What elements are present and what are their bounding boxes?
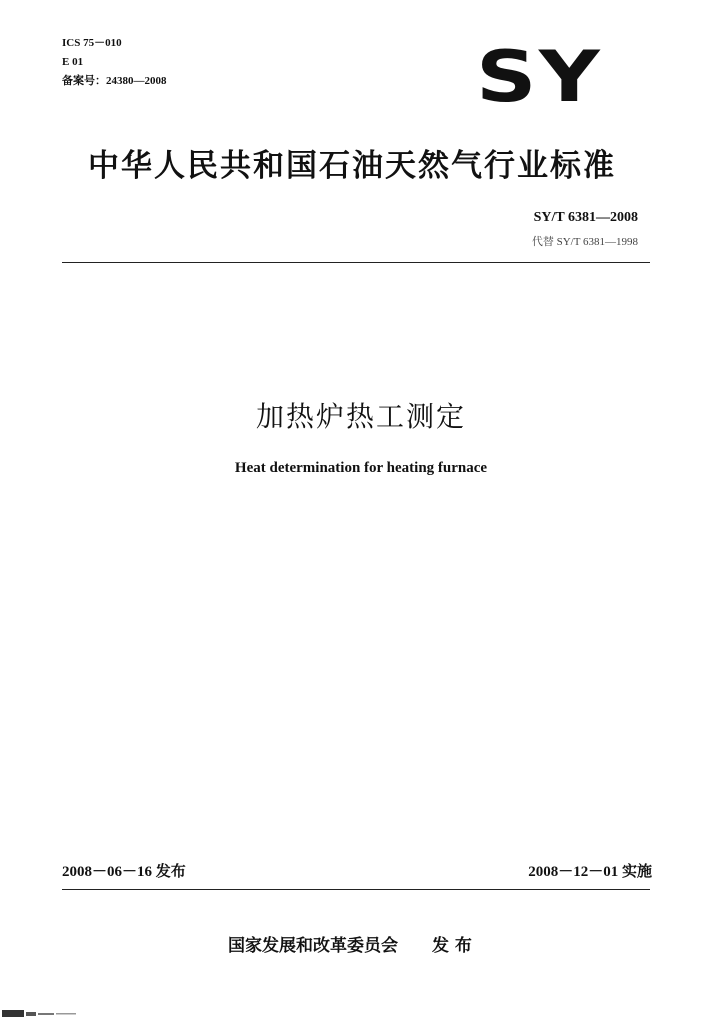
issuer-line [228, 931, 472, 956]
implementation-date: 2008－12－01 实施 [528, 864, 652, 880]
bottom-divider [62, 889, 650, 890]
replaces-standard: 代替 SY/T 6381—1998 [531, 236, 638, 248]
issuing-authority-heading: 中华人民共和国石油天然气行业标准 [88, 148, 616, 184]
document-title-chinese: 加热炉热工测定 [255, 400, 466, 433]
ics-code: ICS 75－010 [62, 37, 122, 49]
issuer-name: 国家发展和改革委员会 [228, 936, 398, 956]
issue-date: 2008－06－16 发布 [62, 864, 186, 880]
standard-number: SY/T 6381—2008 [533, 210, 638, 225]
category-code: E 01 [62, 56, 84, 68]
scan-artifact [0, 1006, 88, 1020]
record-number: 备案号：24380—2008 [62, 75, 167, 87]
identifier-block [62, 34, 167, 91]
top-divider [62, 262, 650, 263]
sy-logo: SY [476, 36, 603, 118]
issuer-action: 发 布 [432, 936, 472, 956]
document-title-english: Heat determination for heating furnace [234, 460, 488, 476]
